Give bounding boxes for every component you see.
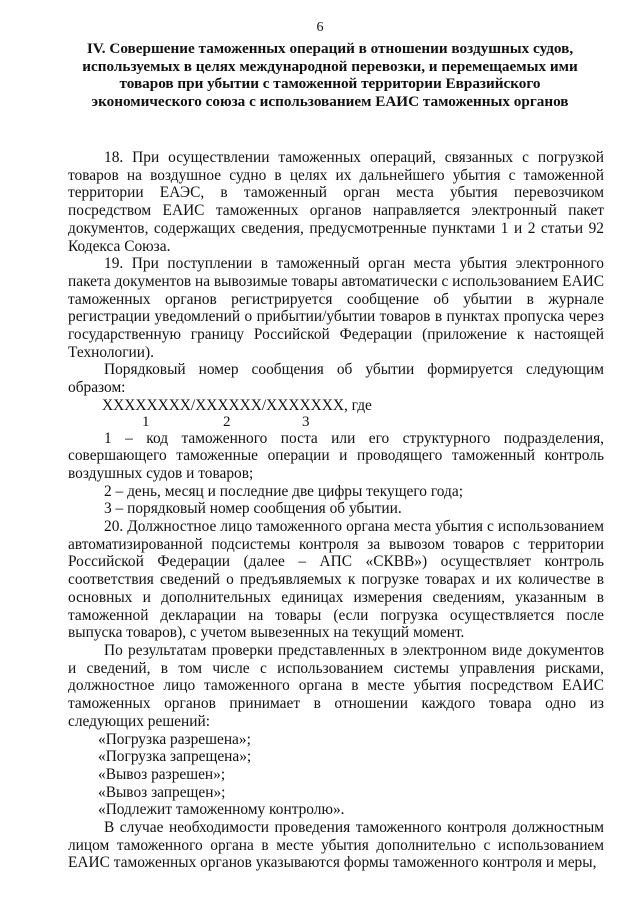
decision-item: «Погрузка разрешена»; [98, 730, 251, 748]
paragraph-18: 18. При осуществлении таможенных операций, связанных с погрузкой товаров на воздушное судно в целях их дальнейшего убытия с таможенной территории ЕАЭС, в таможенный орган места убытия перевозчиком посредством ЕАИС таможенных органов направляется электронный пакет документов, содержащих сведения, предусмотренные пунктами 1 и 2 статьи 92 Кодекса Союза. [68, 149, 604, 255]
paragraph-case: В случае необходимости проведения таможенного контроля должностным лицом таможенного органа в месте убытия дополнительно с использованием ЕАИС таможенных органов указываются формы таможенного контроля и меры, [68, 819, 604, 872]
paragraph-20: 20. Должностное лицо таможенного органа места убытия с использованием автоматизированной подсистемы контроля за вывозом товаров с территории Российской Федерации (далее – АПС «СКВВ») осуществляет контроль соответствия сведений о предъявляемых к погрузке товарах и их количестве в основных и дополнительных единицах измерения сведениям, указанным в таможенной декларации на товары (если погрузка осуществляется после выпуска товаров), с учетом вывезенных на текущий момент. [68, 518, 604, 642]
definition-2: 2 – день, месяц и последние две цифры текущего года; [104, 482, 463, 500]
decision-item: «Вывоз разрешен»; [98, 765, 226, 783]
code-index-1: 1 [142, 413, 150, 430]
number-format-indices [68, 415, 604, 430]
page-number: 6 [316, 20, 324, 35]
decision-item: «Вывоз запрещен»; [98, 783, 226, 801]
code-index-3: 3 [302, 413, 310, 430]
code-index-2: 2 [223, 413, 231, 430]
decision-item: «Погрузка запрещена»; [98, 748, 252, 766]
document-body [68, 149, 604, 872]
paragraph-19: 19. При поступлении в таможенный орган места убытия электронного пакета документов на вывозимые товары автоматически с использованием ЕАИС таможенных органов регистрируется сообщение об убытии в журнале регистрации уведомлений о прибытии/убытии товаров в пунктах пропуска через государственную границу Российской Федерации (приложение к настоящей Технологии). [68, 255, 605, 361]
section-heading: IV. Совершение таможенных операций в отношении воздушных судов, используемых в целях международной перевозки, и перемещаемых ими товаров при убытии с таможенной территории Евразийского экономического союза с использованием ЕАИС таможенных органов [82, 40, 578, 110]
number-format-code: XXXXXXXX/XXXXXX/XXXXXXX, где [102, 396, 372, 414]
paragraph-results: По результатам проверки представленных в электронном виде документов и сведений, в том числе с использованием системы управления рисками, должностное лицо таможенного органа в месте убытия посредством ЕАИС таможенных органов принимает в отношении каждого товара одно из следующих решений: [68, 641, 604, 730]
decision-item: «Подлежит таможенному контролю». [98, 801, 345, 819]
definition-1: 1 – код таможенного поста или его структурного подразделения, совершающего таможенные операции и проводящего таможенный контроль воздушных судов и товаров; [68, 429, 604, 482]
definition-3: 3 – порядковый номер сообщения об убытии. [104, 500, 402, 518]
paragraph-number-format: Порядковый номер сообщения об убытии формируется следующим образом: [68, 361, 604, 397]
